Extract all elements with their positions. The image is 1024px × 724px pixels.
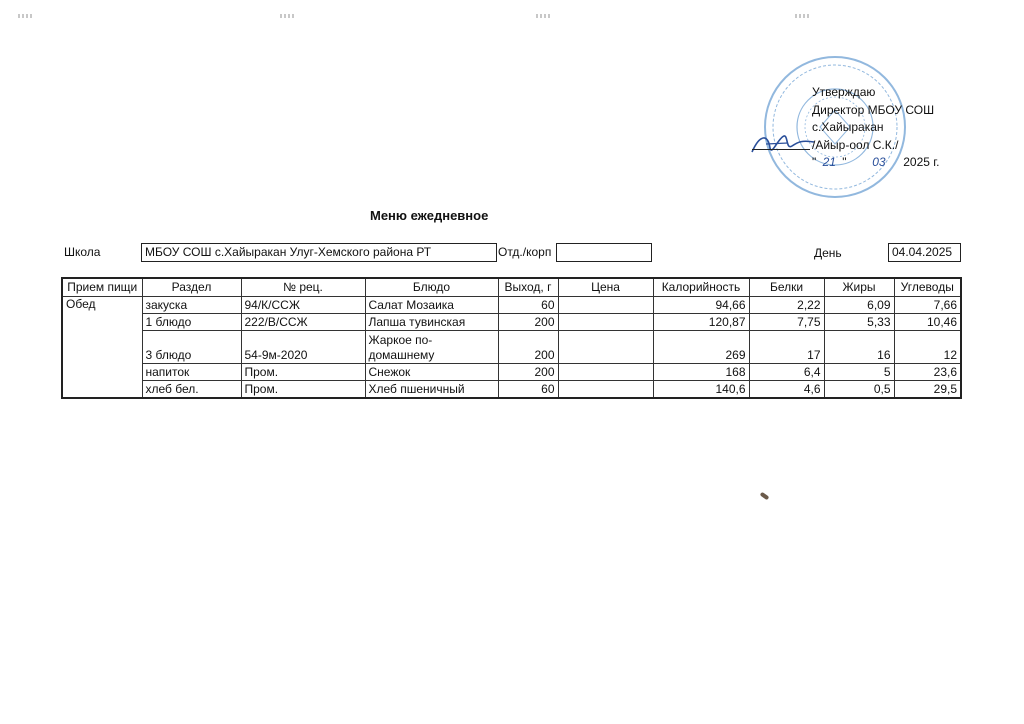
approval-location: с.Хайыракан	[812, 120, 884, 134]
carbs-cell: 10,46	[894, 314, 961, 331]
scan-artifact	[795, 14, 809, 18]
col-header-fat: Жиры	[824, 278, 894, 297]
yield-cell: 200	[498, 364, 558, 381]
menu-table	[61, 277, 962, 399]
section-cell: закуска	[142, 297, 241, 314]
dish-cell: Снежок	[365, 364, 498, 381]
col-header-carbs: Углеводы	[894, 278, 961, 297]
approval-position: Директор МБОУ СОШ	[812, 102, 935, 117]
table-header-row	[62, 278, 961, 297]
calories-cell: 140,6	[653, 381, 749, 399]
day-field: 04.04.2025	[888, 243, 961, 262]
section-cell: хлеб бел.	[142, 381, 241, 399]
price-cell	[558, 297, 653, 314]
section-cell: 1 блюдо	[142, 314, 241, 331]
col-header-price: Цена	[558, 278, 653, 297]
approval-block	[812, 84, 940, 172]
protein-cell: 6,4	[749, 364, 824, 381]
document-title: Меню ежедневное	[370, 208, 489, 223]
recipe-cell: 54-9м-2020	[241, 331, 365, 364]
recipe-cell: Пром.	[241, 364, 365, 381]
calories-cell: 168	[653, 364, 749, 381]
dish-cell: Хлеб пшеничный	[365, 381, 498, 399]
section-cell: 3 блюдо	[142, 331, 241, 364]
approval-date	[812, 154, 940, 172]
calories-cell: 94,66	[653, 297, 749, 314]
scan-artifact	[18, 14, 32, 18]
day-label: День	[814, 246, 842, 260]
col-header-section: Раздел	[142, 278, 241, 297]
date-month: 03	[872, 155, 886, 169]
carbs-cell: 23,6	[894, 364, 961, 381]
price-cell	[558, 364, 653, 381]
date-year: 2025 г.	[903, 155, 940, 169]
fat-cell: 6,09	[824, 297, 894, 314]
yield-cell: 60	[498, 381, 558, 399]
protein-cell: 2,22	[749, 297, 824, 314]
dept-field	[556, 243, 652, 262]
table-row	[62, 297, 961, 314]
approval-heading: Утверждаю	[812, 85, 876, 99]
date-day: 21	[822, 155, 836, 169]
section-cell: напиток	[142, 364, 241, 381]
recipe-cell: Пром.	[241, 381, 365, 399]
recipe-cell: 94/К/ССЖ	[241, 297, 365, 314]
meal-cell: Обед	[62, 297, 142, 399]
col-header-meal: Прием пищи	[62, 278, 142, 297]
fat-cell: 16	[824, 331, 894, 364]
protein-cell: 4,6	[749, 381, 824, 399]
ink-speck	[760, 492, 770, 500]
yield-cell: 200	[498, 331, 558, 364]
table-row	[62, 364, 961, 381]
protein-cell: 17	[749, 331, 824, 364]
carbs-cell: 12	[894, 331, 961, 364]
price-cell	[558, 331, 653, 364]
carbs-cell: 7,66	[894, 297, 961, 314]
recipe-cell: 222/В/ССЖ	[241, 314, 365, 331]
date-quote: "	[842, 155, 847, 169]
carbs-cell: 29,5	[894, 381, 961, 399]
col-header-dish: Блюдо	[365, 278, 498, 297]
col-header-calories: Калорийность	[653, 278, 749, 297]
dish-cell: Салат Мозаика	[365, 297, 498, 314]
dish-cell: Жаркое по-домашнему	[365, 331, 498, 364]
calories-cell: 120,87	[653, 314, 749, 331]
school-field: МБОУ СОШ с.Хайыракан Улуг-Хемского района РТ	[141, 243, 497, 262]
table-row	[62, 314, 961, 331]
dept-label: Отд./корп	[498, 245, 552, 259]
table-row	[62, 331, 961, 364]
col-header-recipe: № рец.	[241, 278, 365, 297]
fat-cell: 5,33	[824, 314, 894, 331]
col-header-yield: Выход, г	[498, 278, 558, 297]
fat-cell: 0,5	[824, 381, 894, 399]
school-label: Школа	[64, 245, 101, 259]
handwritten-signature	[748, 130, 818, 160]
fat-cell: 5	[824, 364, 894, 381]
table-row	[62, 381, 961, 399]
date-quote: "	[812, 155, 817, 169]
dish-cell: Лапша тувинская	[365, 314, 498, 331]
protein-cell: 7,75	[749, 314, 824, 331]
calories-cell: 269	[653, 331, 749, 364]
col-header-protein: Белки	[749, 278, 824, 297]
yield-cell: 200	[498, 314, 558, 331]
price-cell	[558, 314, 653, 331]
scan-artifact	[280, 14, 294, 18]
signature-line	[752, 149, 810, 150]
scan-artifact	[536, 14, 550, 18]
approval-name: /Айыр-оол С.К./	[812, 137, 899, 152]
price-cell	[558, 381, 653, 399]
yield-cell: 60	[498, 297, 558, 314]
